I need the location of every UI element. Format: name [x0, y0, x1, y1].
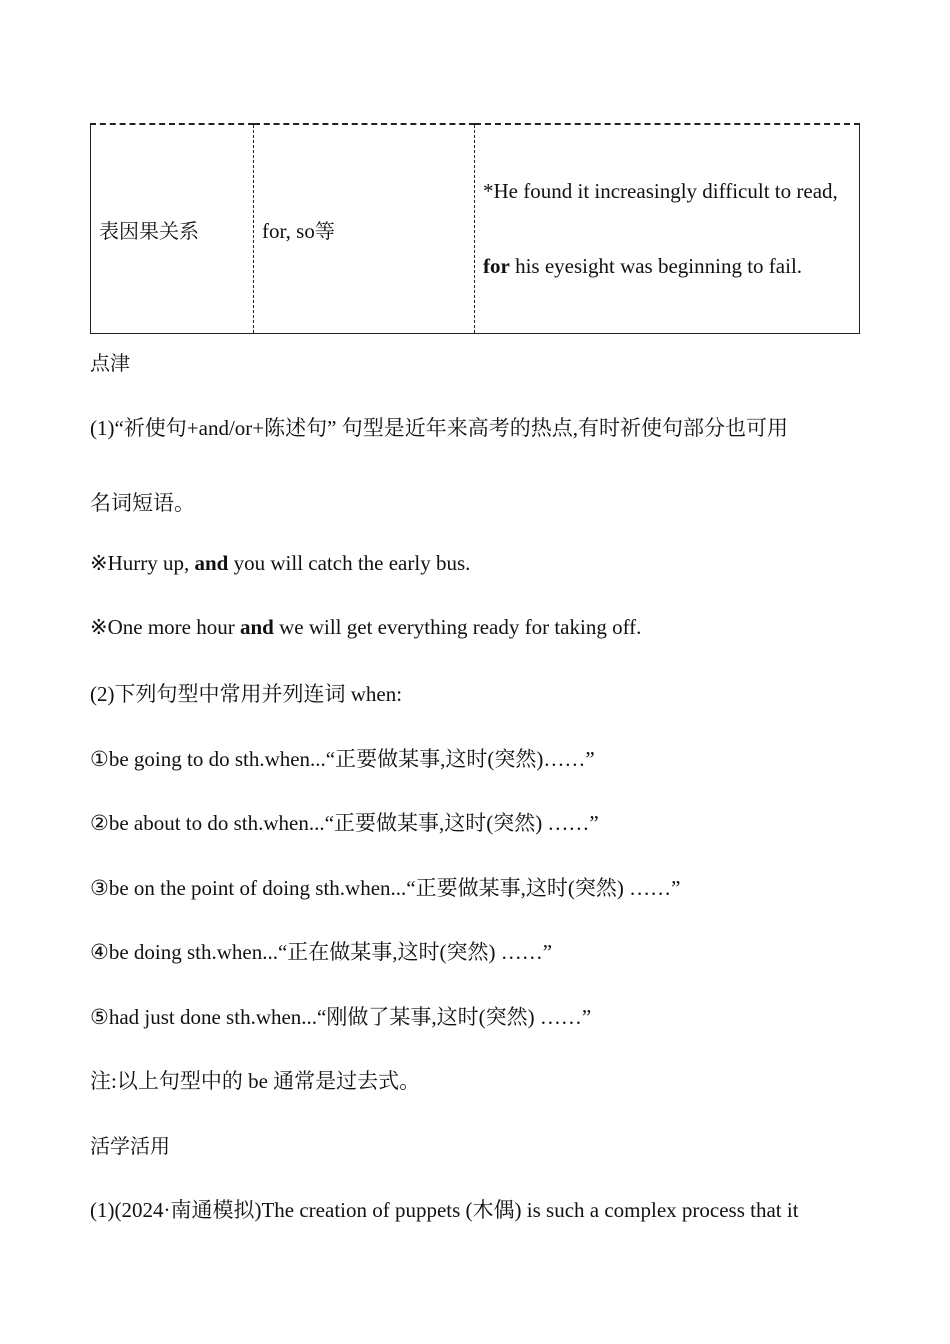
practice-question-1: (1)(2024·南通模拟)The creation of puppets (木偶) is such a complex process that it — [90, 1198, 799, 1222]
pattern-item-1: ①be going to do sth.when...“正要做某事,这时(突然)……” — [90, 747, 595, 771]
example-bold-word: for — [483, 254, 510, 278]
example-text-pre: *He found it increasingly difficult to read, — [483, 179, 838, 203]
note-paragraph-1-line-2: 名词短语。 — [90, 491, 195, 515]
relation-cell — [91, 124, 254, 334]
example-2-bold: and — [239, 615, 274, 639]
note-paragraph-2: (2)下列句型中常用并列连词 when: — [90, 682, 403, 706]
relation-label: 表因果关系 — [99, 218, 199, 243]
example-1-pre: ※Hurry up, — [90, 551, 195, 575]
pattern-item-3: ③be on the point of doing sth.when...“正要做某事,这时(突然) ……” — [90, 876, 681, 900]
note-footnote: 注:以上句型中的 be 通常是过去式。 — [90, 1069, 421, 1093]
example-sentence-1 — [90, 551, 870, 576]
example-sentence-2 — [90, 615, 870, 640]
words-cell — [254, 124, 475, 334]
section-heading-practice: 活学活用 — [90, 1134, 170, 1158]
note-paragraph-1-line-1: (1)“祈使句+and/or+陈述句” 句型是近年来高考的热点,有时祈使句部分也可用 — [90, 416, 788, 440]
example-1-post: you will catch the early bus. — [228, 551, 471, 575]
example-2-pre: ※One more hour — [90, 615, 240, 639]
pattern-item-2: ②be about to do sth.when...“正要做某事,这时(突然) ……” — [90, 811, 599, 835]
section-heading-tips: 点津 — [90, 351, 130, 375]
words-suffix: 等 — [314, 218, 335, 243]
example-2-post: we will get everything ready for taking off. — [273, 615, 642, 639]
example-cell — [475, 124, 860, 334]
example-1-bold: and — [194, 551, 229, 575]
example-text-post: his eyesight was beginning to fail. — [509, 254, 803, 278]
pattern-item-4: ④be doing sth.when...“正在做某事,这时(突然) ……” — [90, 940, 553, 964]
pattern-item-5: ⑤had just done sth.when...“刚做了某事,这时(突然) ……” — [90, 1005, 592, 1029]
conjunction-table — [90, 123, 860, 334]
table-row — [91, 124, 860, 334]
words-label: for, so — [262, 218, 315, 243]
